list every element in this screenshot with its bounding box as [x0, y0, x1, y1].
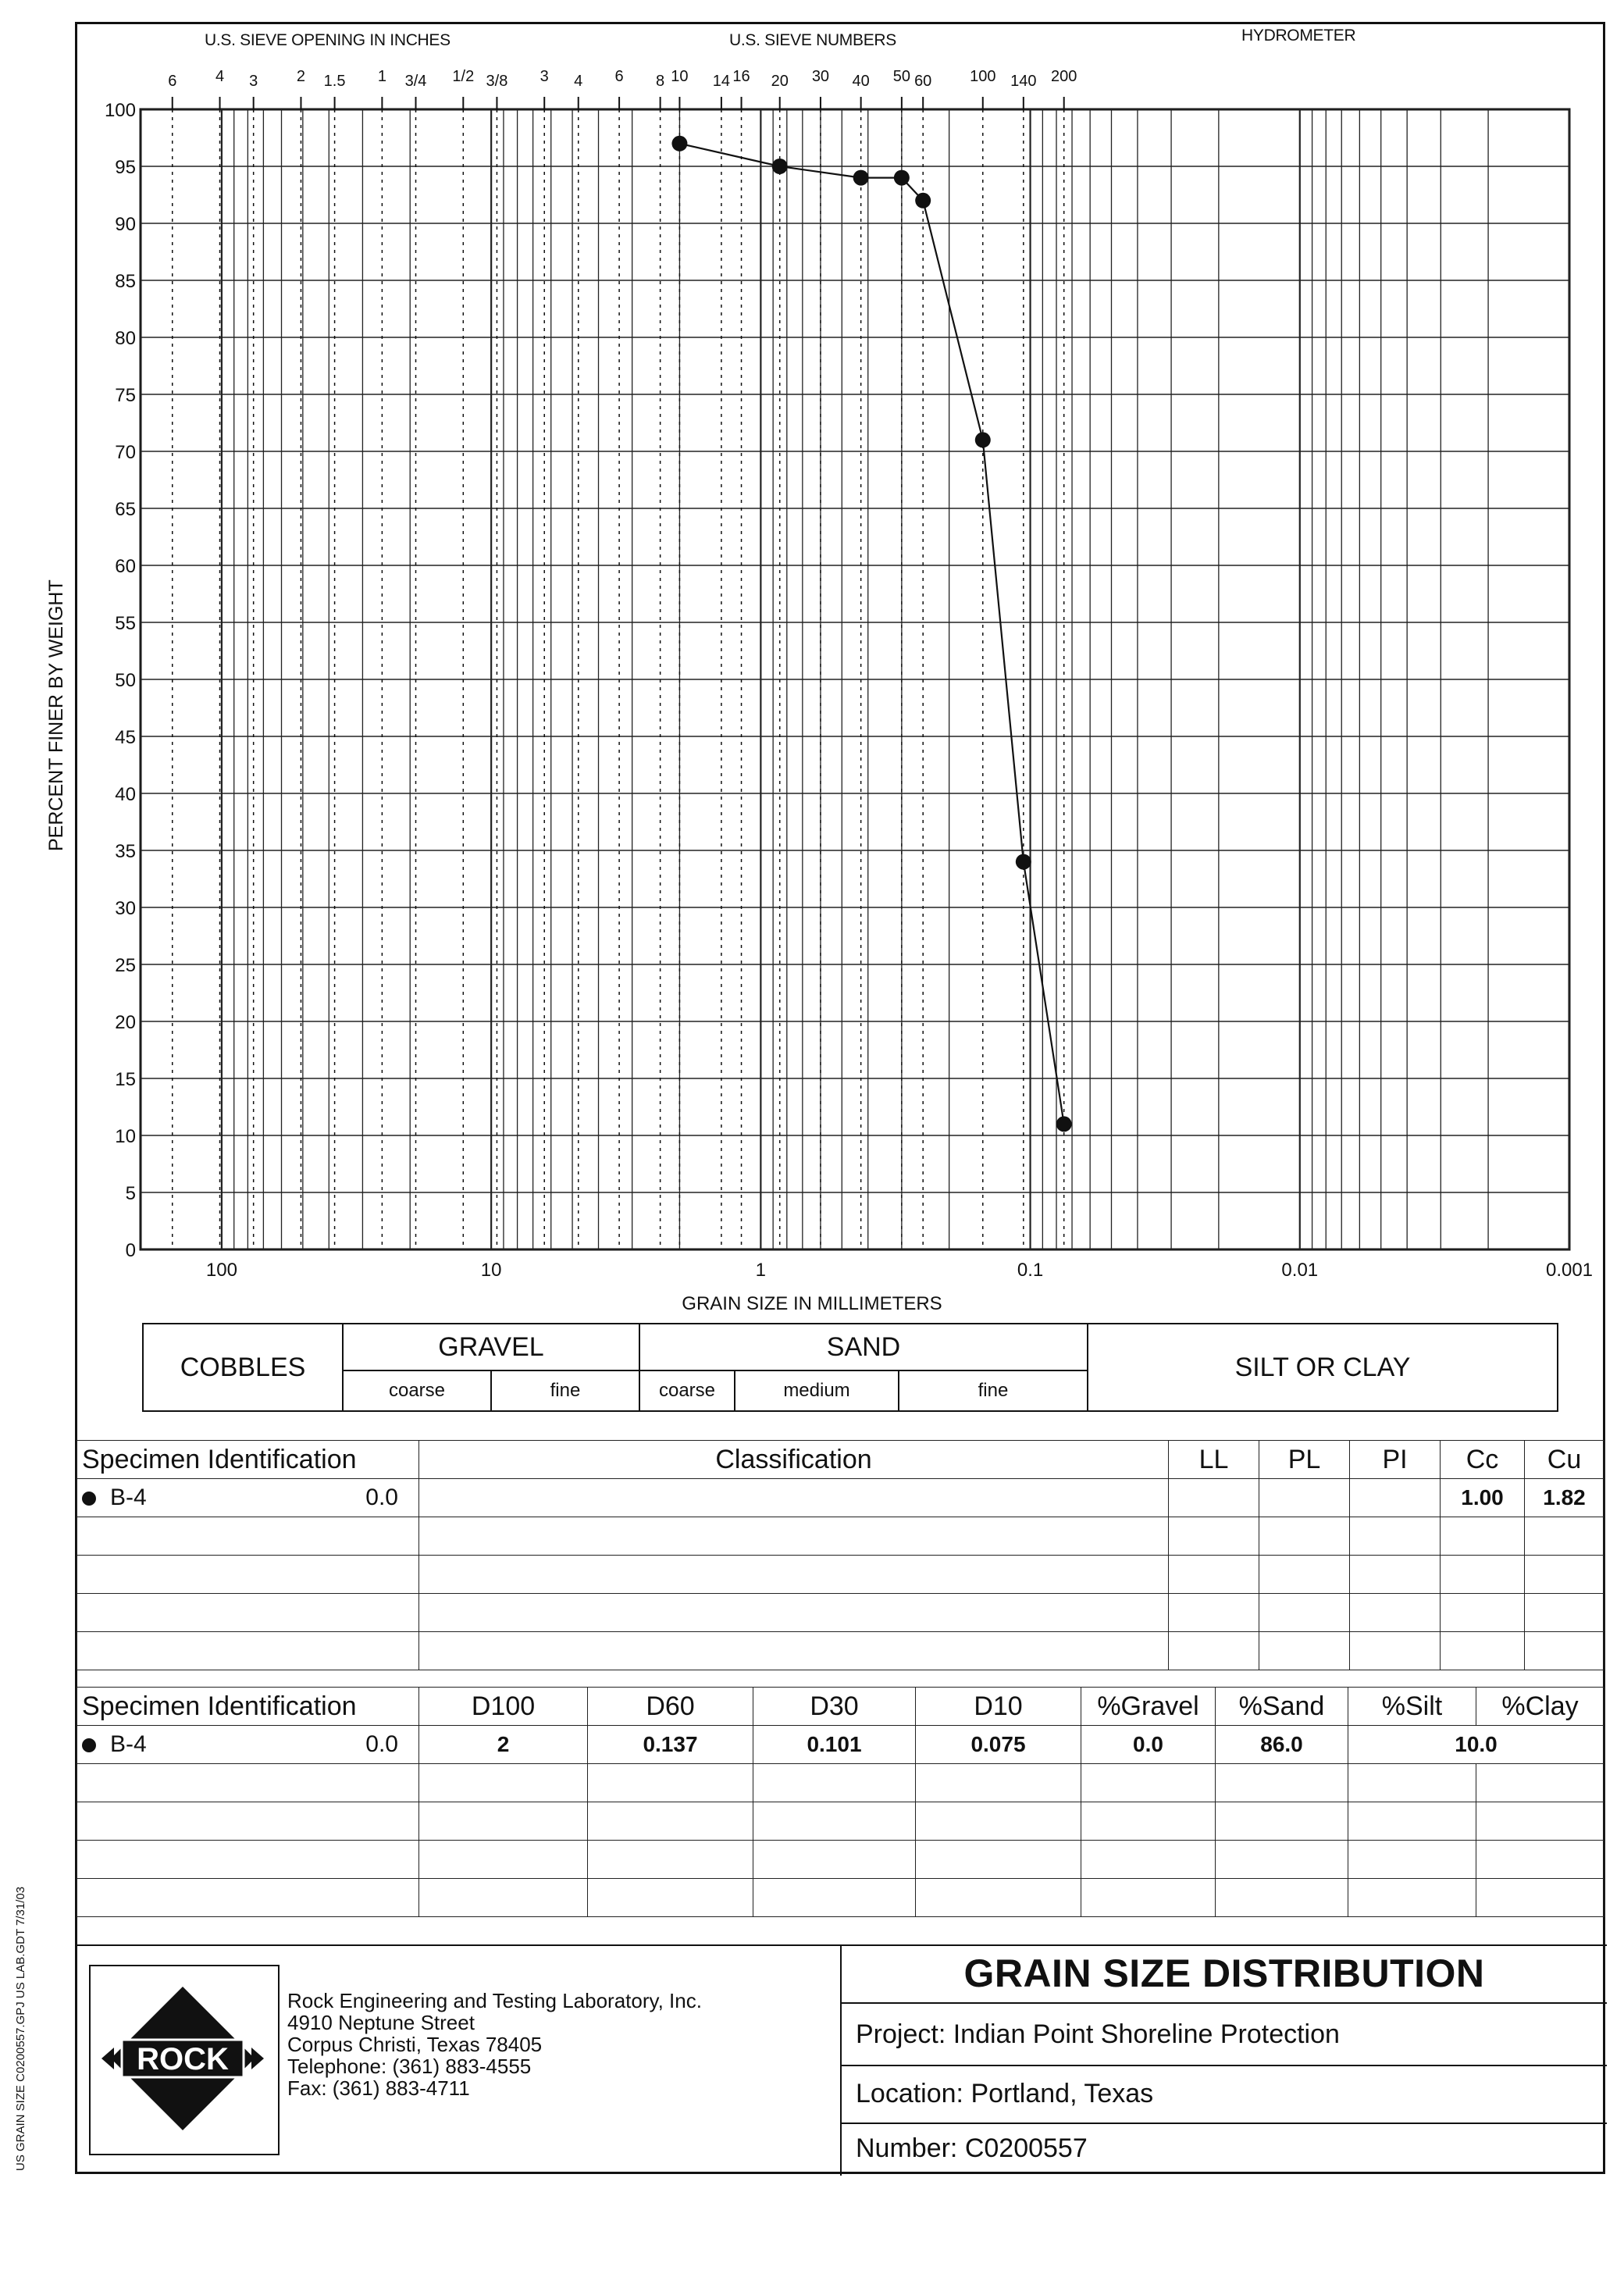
d100-value: 2: [419, 1726, 588, 1764]
series-line: [679, 144, 1063, 1125]
rock-logo-icon: [91, 1966, 275, 2151]
y-tick-label: 25: [115, 955, 136, 976]
classification-value: [419, 1479, 1169, 1517]
sieve-label: 6: [614, 68, 624, 85]
y-axis-label: PERCENT FINER BY WEIGHT: [45, 579, 67, 851]
sieve-label: 4: [215, 68, 225, 85]
y-tick-label: 30: [115, 898, 136, 919]
soil-classification-bar: [142, 1323, 1558, 1412]
gravel-cell: GRAVEL: [342, 1323, 640, 1371]
sieve-label: 1/2: [452, 68, 475, 85]
hdr-d10: D10: [916, 1688, 1081, 1726]
hdr-d60: D60: [588, 1688, 753, 1726]
sieve-label: 3: [540, 68, 549, 85]
specimen-cell: [77, 1479, 419, 1517]
gravel-coarse-cell: coarse: [342, 1370, 492, 1412]
gravel-value: 0.0: [1081, 1726, 1216, 1764]
x-axis-label: GRAIN SIZE IN MILLIMETERS: [682, 1293, 942, 1314]
data-point: [915, 193, 931, 209]
y-tick-label: 80: [115, 328, 136, 349]
data-point: [1016, 854, 1031, 870]
hdr-gravel: %Gravel: [1081, 1688, 1216, 1726]
project-name: Project: Indian Point Shoreline Protection: [856, 2019, 1340, 2049]
sieve-label: 200: [1051, 68, 1077, 85]
silt-clay-value: 10.0: [1348, 1726, 1604, 1764]
gradation-table: [77, 1687, 1604, 1917]
table-row: [77, 1632, 1604, 1670]
sieve-label: 60: [914, 73, 932, 90]
sieve-label: 20: [771, 73, 789, 90]
sieve-label: 140: [1010, 73, 1037, 90]
sieve-label: 1.5: [323, 73, 346, 90]
y-tick-label: 100: [104, 100, 136, 121]
x-tick-label: 1: [755, 1260, 767, 1281]
y-tick-label: 65: [115, 499, 136, 520]
y-tick-label: 90: [115, 214, 136, 235]
silt-clay-cell: SILT OR CLAY: [1087, 1323, 1558, 1412]
sieve-label: 10: [671, 68, 689, 85]
specimen2-id: B-4: [110, 1731, 147, 1757]
hdr-silt: %Silt: [1348, 1688, 1476, 1726]
sieve-label: 6: [168, 73, 177, 90]
y-tick-label: 10: [115, 1126, 136, 1147]
sieve-label: 2: [296, 68, 306, 85]
company-logo: [89, 1965, 280, 2155]
cc-value: 1.00: [1441, 1479, 1525, 1517]
sieve-label: 40: [852, 73, 870, 90]
y-tick-label: 55: [115, 613, 136, 634]
sieve-label: 100: [970, 68, 996, 85]
pl-value: [1259, 1479, 1350, 1517]
table-row: [77, 1517, 1604, 1556]
x-tick-label: 10: [480, 1260, 502, 1281]
company-phone: Telephone: (361) 883-4555: [287, 2055, 532, 2078]
classification-table-header: [77, 1441, 1604, 1479]
sand-cell: SAND: [639, 1323, 1088, 1371]
sieve-label: 3: [249, 73, 258, 90]
logo-text: ROCK: [137, 2042, 229, 2076]
table-row: [77, 1556, 1604, 1594]
hdr-d100: D100: [419, 1688, 588, 1726]
y-tick-label: 60: [115, 556, 136, 577]
project-block: [840, 1944, 1607, 2176]
sieve-label: 1: [377, 68, 386, 85]
specimen-id: B-4: [110, 1485, 147, 1510]
company-fax: Fax: (361) 883-4711: [287, 2076, 470, 2100]
hdr-pi: PI: [1350, 1441, 1441, 1479]
data-point: [975, 432, 991, 447]
y-tick-label: 85: [115, 271, 136, 292]
cobbles-cell: COBBLES: [142, 1323, 344, 1412]
y-tick-label: 20: [115, 1012, 136, 1033]
table-row: [77, 1764, 1604, 1802]
report-footer: [75, 1944, 1605, 2174]
sand-fine-cell: fine: [898, 1370, 1088, 1412]
project-location: Location: Portland, Texas: [856, 2079, 1154, 2108]
specimen2-depth: 0.0: [365, 1731, 398, 1757]
x-tick-label: 100: [205, 1260, 237, 1281]
sieve-label: 3/8: [486, 73, 508, 90]
data-point: [1056, 1116, 1072, 1132]
d10-value: 0.075: [916, 1726, 1081, 1764]
file-reference-note: US GRAIN SIZE C0200557.GPJ US LAB.GDT 7/31/03: [14, 1886, 27, 2171]
company-street: 4910 Neptune Street: [287, 2011, 475, 2034]
report-title: GRAIN SIZE DISTRIBUTION: [963, 1951, 1485, 1995]
classification-table: [77, 1440, 1604, 1670]
y-tick-label: 15: [115, 1069, 136, 1090]
hdr-classification: Classification: [419, 1441, 1169, 1479]
specimen2-cell: [77, 1726, 419, 1764]
table-row: [77, 1802, 1604, 1841]
table-row: [77, 1841, 1604, 1879]
d30-value: 0.101: [753, 1726, 916, 1764]
sieve-label: 14: [712, 73, 731, 90]
hdr-ll: LL: [1169, 1441, 1259, 1479]
hdr2-specimen: Specimen Identification: [77, 1688, 419, 1726]
y-tick-label: 5: [125, 1183, 136, 1204]
sieve-label: 8: [656, 73, 665, 90]
sand-value: 86.0: [1216, 1726, 1348, 1764]
sieve-label: 16: [732, 68, 750, 85]
company-city: Corpus Christi, Texas 78405: [287, 2033, 543, 2056]
sand-medium-cell: medium: [734, 1370, 899, 1412]
sieve-label: 50: [892, 68, 910, 85]
y-tick-label: 45: [115, 727, 136, 748]
cu-value: 1.82: [1525, 1479, 1604, 1517]
x-tick-label: 0.01: [1281, 1260, 1319, 1281]
data-point: [772, 159, 788, 174]
hdr-cc: Cc: [1441, 1441, 1525, 1479]
gravel-fine-cell: fine: [490, 1370, 640, 1412]
company-address: [287, 1990, 702, 2099]
table-row: [77, 1879, 1604, 1917]
y-tick-label: 95: [115, 157, 136, 178]
y-tick-label: 35: [115, 841, 136, 862]
y-tick-label: 70: [115, 442, 136, 463]
company-block: [75, 1944, 840, 2176]
x-tick-label: 0.1: [1017, 1260, 1044, 1281]
y-tick-label: 0: [125, 1240, 136, 1261]
ll-value: [1169, 1479, 1259, 1517]
table-row: [77, 1479, 1604, 1517]
specimen-depth: 0.0: [365, 1485, 398, 1510]
company-name: Rock Engineering and Testing Laboratory, Inc.: [287, 1989, 702, 2012]
hdr-pl: PL: [1259, 1441, 1350, 1479]
y-tick-label: 75: [115, 385, 136, 406]
x-tick-label: 0.001: [1545, 1260, 1594, 1281]
hdr-d30: D30: [753, 1688, 916, 1726]
table-row: [77, 1594, 1604, 1632]
sieve-label: 4: [574, 73, 583, 90]
hydrometer-title: HYDROMETER: [1241, 27, 1356, 45]
gradation-table-header: [77, 1688, 1604, 1726]
data-point: [671, 136, 687, 151]
sieve-label: 3/4: [404, 73, 427, 90]
hdr-sand: %Sand: [1216, 1688, 1348, 1726]
table-row: [77, 1726, 1604, 1764]
marker-dot-icon: [82, 1492, 96, 1506]
hdr-cu: Cu: [1525, 1441, 1604, 1479]
sieve-numbers-title: U.S. SIEVE NUMBERS: [729, 31, 896, 49]
data-point: [894, 170, 910, 186]
data-point: [853, 170, 869, 186]
y-tick-label: 40: [115, 784, 136, 805]
sieve-inches-title: U.S. SIEVE OPENING IN INCHES: [205, 31, 451, 49]
pi-value: [1350, 1479, 1441, 1517]
project-number: Number: C0200557: [856, 2133, 1088, 2163]
sand-coarse-cell: coarse: [639, 1370, 735, 1412]
sieve-label: 30: [811, 68, 830, 85]
d60-value: 0.137: [588, 1726, 753, 1764]
hdr-specimen: Specimen Identification: [77, 1441, 419, 1479]
y-tick-label: 50: [115, 670, 136, 691]
marker-dot-icon: [82, 1738, 96, 1752]
hdr-clay: %Clay: [1476, 1688, 1604, 1726]
